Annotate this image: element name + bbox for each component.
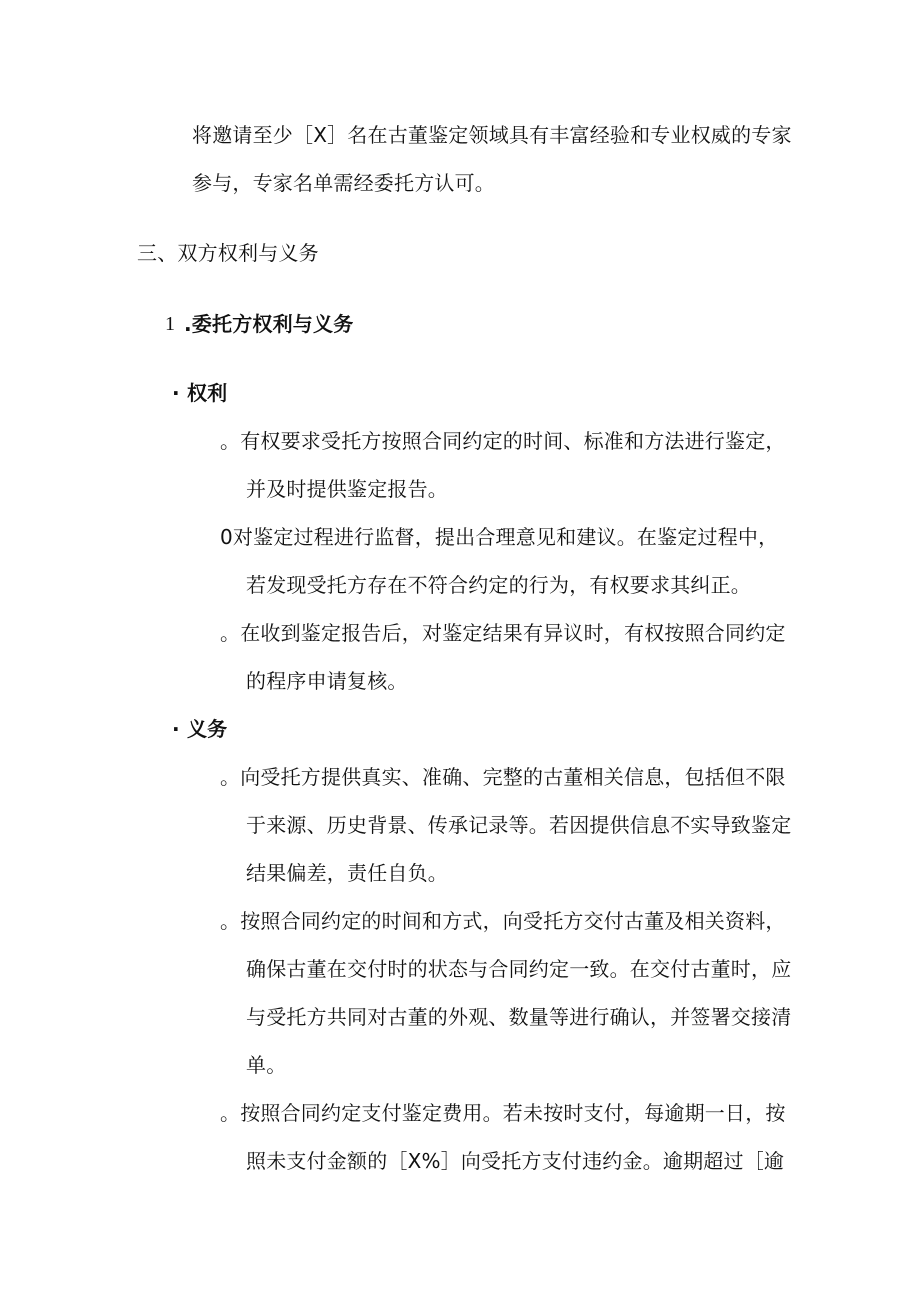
intro-line-2: 参与，专家名单需经委托方认可。 [192,171,495,195]
duties-item-1-line-1: 。向受托方提供真实、准确、完整的古董相关信息，包括但不限 [220,765,786,789]
duties-item-2-line-1: 。按照合同约定的时间和方式，向受托方交付古董及相关资料， [220,909,786,933]
subsection-heading: .委托方权利与义务 [184,312,354,336]
rights-item-3-line-2: 的程序申请复核。 [246,669,408,693]
rights-heading: · 权利 [172,381,228,405]
rights-item-2-line-2: 若发现受托方存在不符合约定的行为，有权要求其纠正。 [246,573,751,597]
rights-item-2-line-1: 0对鉴定过程进行监督，提出合理意见和建议。在鉴定过程中， [220,525,779,549]
duties-item-1-line-2: 于来源、历史背景、传承记录等。若因提供信息不实导致鉴定 [246,813,792,837]
duties-item-3-line-2: 照未支付金额的［X%］向受托方支付违约金。逾期超过［逾 [246,1149,785,1173]
subsection-number: 1 [165,313,176,335]
duties-item-2-line-4: 单。 [246,1053,287,1077]
rights-item-1-line-2: 并及时提供鉴定报告。 [246,477,448,501]
duties-item-3-line-1: 。按照合同约定支付鉴定费用。若未按时支付，每逾期一日，按 [220,1101,786,1125]
section-heading: 三、双方权利与义务 [137,241,319,265]
duties-heading: · 义务 [172,717,228,741]
rights-item-3-line-1: 。在收到鉴定报告后，对鉴定结果有异议时，有权按照合同约定 [220,621,786,645]
intro-line-1: 将邀请至少［X］名在古董鉴定领域具有丰富经验和专业权威的专家 [192,123,792,147]
duties-item-2-line-2: 确保古董在交付时的状态与合同约定一致。在交付古董时，应 [246,957,792,981]
duties-item-1-line-3: 结果偏差，责任自负。 [246,861,448,885]
duties-item-2-line-3: 与受托方共同对古董的外观、数量等进行确认，并签署交接清 [246,1005,792,1029]
rights-item-1-line-1: 。有权要求受托方按照合同约定的时间、标准和方法进行鉴定， [220,429,786,453]
